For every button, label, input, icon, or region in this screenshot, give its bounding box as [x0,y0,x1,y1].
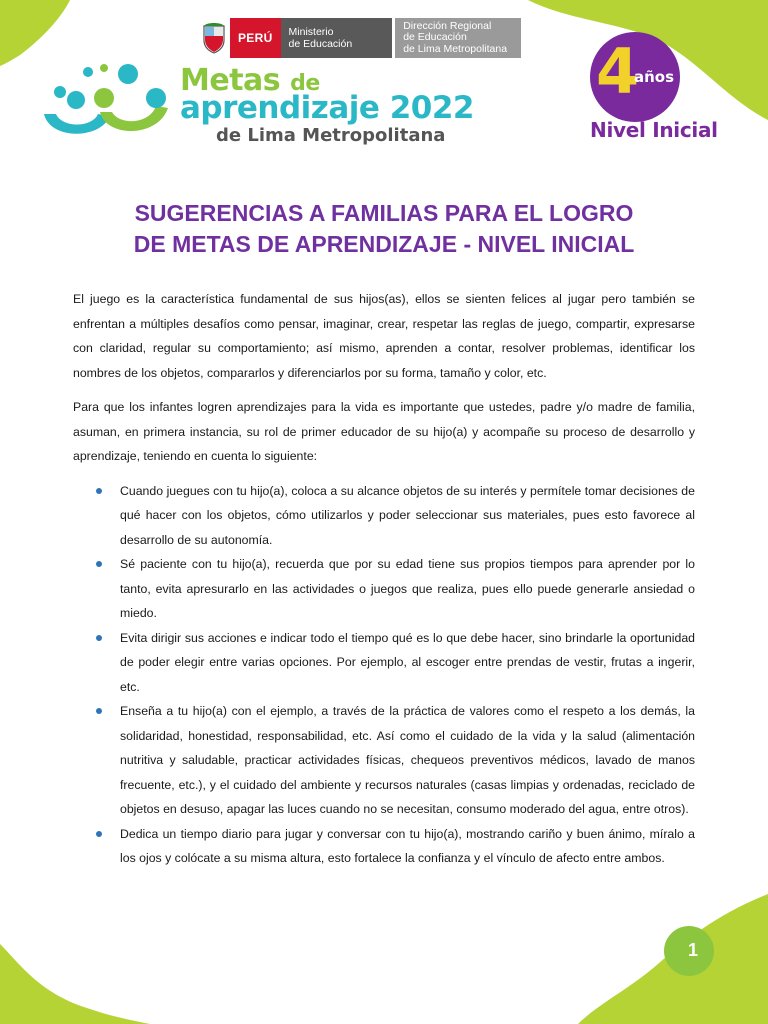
logo-title-aprendizaje: aprendizaje 2022 [180,90,474,126]
coat-of-arms-icon [198,18,230,58]
regional-directorate-label: Dirección Regional de Educación de Lima Metropolitana [395,18,521,58]
bottom-right-decoration [568,894,768,1024]
logo-subtitle: de Lima Metropolitana [216,125,446,146]
bottom-left-decoration [0,934,160,1024]
bullet-icon [96,708,102,714]
context-paragraph: Para que los infantes logren aprendizajes para la vida es importante que ustedes, padre y/o madre de familia, asuman, en primera instancia, su rol de primer educador de su hijo(a) y acompañe su proceso de desarrollo y aprendizaje, teniendo en cuenta lo siguiente: [73,400,695,463]
list-item: Cuando juegues con tu hijo(a), coloca a su alcance objetos de su interés y permítele tomar decisiones de qué hacer con los objetos, cómo utilizarlos y poder seleccionar sus materiales, pues esto favorece al desarrollo de su autonomía. [73,479,695,553]
document-body [73,287,695,871]
page-header [0,0,768,160]
page-number: 1 [688,940,699,960]
intro-paragraph: El juego es la característica fundamental de sus hijos(as), ellos se sienten felices al jugar pero también se enfrentan a múltiples desafíos como pensar, imaginar, crear, respetar las reglas de juego, compartir, expresarse con claridad, regular su comportamiento; así mismo, aprenden a contar, resolver problemas, identificar los nombres de los objetos, compararlos y diferenciarlos por su forma, tamaño y color, etc. [73,292,695,380]
document-title: SUGERENCIAS A FAMILIAS PARA EL LOGRO DE METAS DE APRENDIZAJE - NIVEL INICIAL [133,200,635,257]
bullet-icon [96,831,102,837]
ministry-label: Ministerio de Educación [281,18,393,58]
bullet-icon [96,488,102,494]
logo-title-metas: Metas de [180,63,320,98]
bullet-icon [96,635,102,641]
metas-logo-figures-icon [40,58,180,144]
bullet-icon [96,561,102,567]
list-item: Evita dirigir sus acciones e indicar todo el tiempo qué es lo que debe hacer, sino brindarle la oportunidad de poder elegir entre varias opciones. Por ejemplo, al escoger entre prendas de vestir, frutas a ingerir, etc. [73,626,695,700]
list-item: Sé paciente con tu hijo(a), recuerda que por su edad tiene sus propios tiempos para aprender por lo tanto, evita apresurarlo en las actividades o juegos que realiza, pues ello puede generarle ansiedad o miedo. [73,552,695,626]
level-label: Nivel Inicial [590,118,718,142]
list-item: Dedica un tiempo diario para jugar y conversar con tu hijo(a), mostrando cariño y buen ánimo, míralo a los ojos y colócate a su misma altura, esto fortalece la confianza y el vínculo de afecto entre ambos. [73,822,695,871]
country-label: PERÚ [230,18,281,58]
list-item: Enseña a tu hijo(a) con el ejemplo, a través de la práctica de valores como el respeto a los demás, la solidaridad, honestidad, responsabilidad, etc. Así como el cuidado de la vida y la salud (alimentación nutritiva y saludable, practicar actividades físicas, chequeos preventivos médicos, lavado de manos frecuente, etc.), y el cuidado del ambiente y recursos naturales (casas limpias y ordenadas, reciclado de objetos en desuso, apagar las luces cuando no se necesitan, consumo moderado del agua, entre otros). [73,699,695,822]
suggestions-list [73,479,695,871]
age-badge-number: 4 [596,35,640,108]
age-badge-unit: años [634,68,675,86]
minedu-logo-bar [198,18,521,58]
